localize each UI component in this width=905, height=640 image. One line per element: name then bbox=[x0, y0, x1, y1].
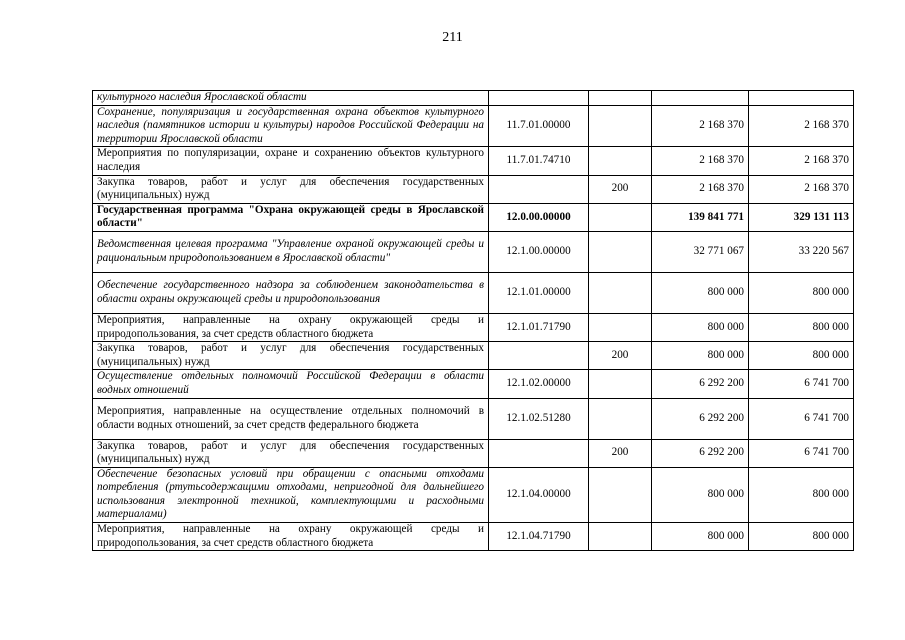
row-description-cell: культурного наследия Ярославской области bbox=[93, 91, 489, 106]
amount-year-2-cell: 800 000 bbox=[749, 523, 854, 551]
amount-year-2-cell bbox=[749, 91, 854, 106]
table-row bbox=[93, 203, 854, 231]
target-article-code-cell bbox=[489, 342, 589, 370]
expense-type-cell bbox=[589, 91, 652, 106]
table-row bbox=[93, 175, 854, 203]
table-row bbox=[93, 467, 854, 522]
table-row bbox=[93, 439, 854, 467]
amount-year-2-cell: 6 741 700 bbox=[749, 370, 854, 398]
row-description-cell: Мероприятия, направленные на осуществление отдельных полномочий в области водных отношений, за счет средств федерального бюджета bbox=[93, 398, 489, 439]
target-article-code-cell: 12.1.00.00000 bbox=[489, 231, 589, 272]
row-description-cell: Мероприятия по популяризации, охране и сохранению объектов культурного наследия bbox=[93, 147, 489, 175]
target-article-code-cell: 12.1.01.71790 bbox=[489, 313, 589, 341]
row-description-cell: Государственная программа "Охрана окружающей среды в Ярославской области" bbox=[93, 203, 489, 231]
table-row bbox=[93, 272, 854, 313]
amount-year-1-cell: 800 000 bbox=[652, 272, 749, 313]
row-description-cell: Ведомственная целевая программа "Управление охраной окружающей среды и рациональным природопользованием в Ярославской области" bbox=[93, 231, 489, 272]
target-article-code-cell: 12.1.04.00000 bbox=[489, 467, 589, 522]
amount-year-1-cell: 2 168 370 bbox=[652, 175, 749, 203]
amount-year-1-cell: 2 168 370 bbox=[652, 105, 749, 147]
expense-type-cell bbox=[589, 147, 652, 175]
row-description-cell: Закупка товаров, работ и услуг для обеспечения государственных (муниципальных) нужд bbox=[93, 175, 489, 203]
row-description-cell: Мероприятия, направленные на охрану окружающей среды и природопользования, за счет средств областного бюджета bbox=[93, 523, 489, 551]
row-description-cell: Закупка товаров, работ и услуг для обеспечения государственных (муниципальных) нужд bbox=[93, 439, 489, 467]
target-article-code-cell bbox=[489, 91, 589, 106]
expense-type-cell: 200 bbox=[589, 439, 652, 467]
table-row bbox=[93, 523, 854, 551]
expense-type-cell: 200 bbox=[589, 175, 652, 203]
amount-year-1-cell bbox=[652, 91, 749, 106]
amount-year-2-cell: 33 220 567 bbox=[749, 231, 854, 272]
table-row bbox=[93, 398, 854, 439]
table-row bbox=[93, 91, 854, 106]
amount-year-1-cell: 139 841 771 bbox=[652, 203, 749, 231]
table-row bbox=[93, 147, 854, 175]
amount-year-1-cell: 800 000 bbox=[652, 523, 749, 551]
row-description-cell: Сохранение, популяризация и государственная охрана объектов культурного наследия (памятников истории и культуры) народов Российской Федерации на территории Ярославской области bbox=[93, 105, 489, 147]
row-description-cell: Обеспечение государственного надзора за соблюдением законодательства в области охраны окружающей среды и природопользования bbox=[93, 272, 489, 313]
table-row bbox=[93, 313, 854, 341]
expense-type-cell bbox=[589, 105, 652, 147]
target-article-code-cell: 12.1.02.00000 bbox=[489, 370, 589, 398]
target-article-code-cell bbox=[489, 439, 589, 467]
amount-year-2-cell: 800 000 bbox=[749, 272, 854, 313]
table-row bbox=[93, 370, 854, 398]
amount-year-1-cell: 6 292 200 bbox=[652, 370, 749, 398]
expense-type-cell bbox=[589, 523, 652, 551]
table-row bbox=[93, 105, 854, 147]
amount-year-2-cell: 800 000 bbox=[749, 313, 854, 341]
expense-type-cell bbox=[589, 231, 652, 272]
amount-year-1-cell: 2 168 370 bbox=[652, 147, 749, 175]
expense-type-cell bbox=[589, 370, 652, 398]
target-article-code-cell: 12.0.00.00000 bbox=[489, 203, 589, 231]
budget-table bbox=[92, 90, 854, 551]
row-description-cell: Мероприятия, направленные на охрану окружающей среды и природопользования, за счет средств областного бюджета bbox=[93, 313, 489, 341]
amount-year-1-cell: 6 292 200 bbox=[652, 439, 749, 467]
target-article-code-cell bbox=[489, 175, 589, 203]
amount-year-2-cell: 2 168 370 bbox=[749, 147, 854, 175]
expense-type-cell bbox=[589, 272, 652, 313]
amount-year-2-cell: 6 741 700 bbox=[749, 439, 854, 467]
amount-year-1-cell: 32 771 067 bbox=[652, 231, 749, 272]
amount-year-2-cell: 6 741 700 bbox=[749, 398, 854, 439]
row-description-cell: Осуществление отдельных полномочий Российской Федерации в области водных отношений bbox=[93, 370, 489, 398]
expense-type-cell bbox=[589, 203, 652, 231]
table-row bbox=[93, 231, 854, 272]
target-article-code-cell: 12.1.04.71790 bbox=[489, 523, 589, 551]
amount-year-2-cell: 2 168 370 bbox=[749, 105, 854, 147]
target-article-code-cell: 12.1.01.00000 bbox=[489, 272, 589, 313]
expense-type-cell: 200 bbox=[589, 342, 652, 370]
amount-year-2-cell: 329 131 113 bbox=[749, 203, 854, 231]
amount-year-1-cell: 800 000 bbox=[652, 313, 749, 341]
amount-year-1-cell: 6 292 200 bbox=[652, 398, 749, 439]
row-description-cell: Обеспечение безопасных условий при обращении с опасными отходами потребления (ртутьсодержащими отходами, непригодной для дальнейшего использования электронной техникой, комплектующими и расходными материалами) bbox=[93, 467, 489, 522]
amount-year-1-cell: 800 000 bbox=[652, 342, 749, 370]
expense-type-cell bbox=[589, 313, 652, 341]
target-article-code-cell: 11.7.01.00000 bbox=[489, 105, 589, 147]
amount-year-2-cell: 800 000 bbox=[749, 342, 854, 370]
budget-table-body bbox=[93, 91, 854, 551]
page-number: 211 bbox=[442, 30, 463, 45]
expense-type-cell bbox=[589, 467, 652, 522]
amount-year-2-cell: 2 168 370 bbox=[749, 175, 854, 203]
row-description-cell: Закупка товаров, работ и услуг для обеспечения государственных (муниципальных) нужд bbox=[93, 342, 489, 370]
target-article-code-cell: 12.1.02.51280 bbox=[489, 398, 589, 439]
expense-type-cell bbox=[589, 398, 652, 439]
table-row bbox=[93, 342, 854, 370]
target-article-code-cell: 11.7.01.74710 bbox=[489, 147, 589, 175]
amount-year-2-cell: 800 000 bbox=[749, 467, 854, 522]
amount-year-1-cell: 800 000 bbox=[652, 467, 749, 522]
